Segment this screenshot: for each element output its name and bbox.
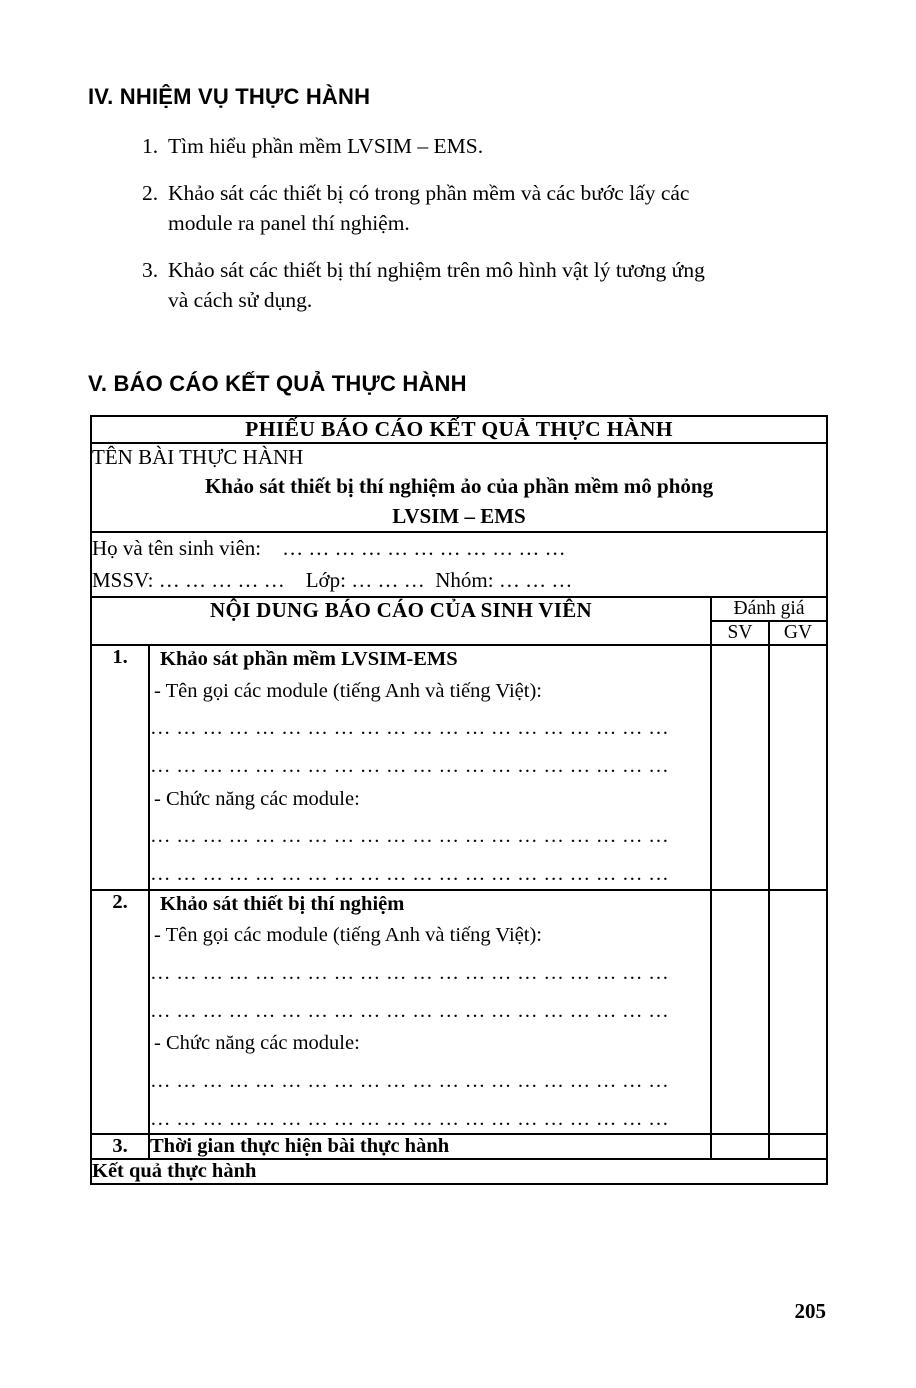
task-item [142, 255, 832, 316]
row-number: 2. [91, 890, 149, 1135]
student-info-cell [91, 532, 827, 597]
row-content-cell [149, 645, 711, 890]
task-line: Khảo sát các thiết bị thí nghiệm trên mô hình vật lý tương ứng [168, 257, 705, 282]
fill-line[interactable]: … … … … … … … … … … … … … … … … … … … … [150, 717, 670, 740]
task-line: Tìm hiểu phần mềm LVSIM – EMS. [168, 134, 484, 158]
row-subitem-module-names: - Tên gọi các module (tiếng Anh và tiếng Việt): [154, 679, 542, 702]
row-eval-sv-cell[interactable] [711, 1134, 769, 1159]
row-eval-sv-cell[interactable] [711, 645, 769, 890]
student-name-field[interactable]: Họ và tên sinh viên: … … … … … … … … … … … [92, 536, 566, 561]
student-id-class-group-field[interactable]: MSSV: … … … … … Lớp: … … … Nhóm: … … … [92, 567, 573, 592]
row-content-cell [149, 890, 711, 1135]
result-label-cell: Kết quả thực hành [91, 1159, 827, 1184]
table-row-result [91, 1159, 827, 1184]
eval-gv-header: GV [769, 621, 827, 645]
task-item [142, 178, 832, 239]
fill-line[interactable]: … … … … … … … … … … … … … … … … … … … … [150, 863, 670, 886]
task-number: 2. [142, 180, 159, 205]
row-eval-gv-cell[interactable] [769, 645, 827, 890]
report-form-table [90, 415, 828, 1185]
row-eval-sv-cell[interactable] [711, 890, 769, 1135]
row-subitem-module-functions: - Chức năng các module: [154, 1032, 360, 1055]
task-line: và cách sử dụng. [168, 288, 313, 313]
row-title: Khảo sát phần mềm LVSIM-EMS [160, 648, 458, 671]
table-row-content-header [91, 597, 827, 621]
section-heading-iv: IV. NHIỆM VỤ THỰC HÀNH [88, 84, 371, 109]
table-row-exercise [91, 443, 827, 532]
table-row [91, 890, 827, 1135]
task-number: 3. [142, 257, 159, 282]
page-number: 205 [794, 1299, 826, 1323]
fill-line[interactable]: … … … … … … … … … … … … … … … … … … … … [150, 999, 670, 1022]
row-subitem-module-names: - Tên gọi các module (tiếng Anh và tiếng Việt): [154, 924, 542, 947]
fill-line[interactable]: … … … … … … … … … … … … … … … … … … … … [150, 825, 670, 848]
fill-line[interactable]: … … … … … … … … … … … … … … … … … … … … [150, 962, 670, 985]
table-row [91, 1134, 827, 1159]
table-row-title [91, 416, 827, 443]
task-line: Khảo sát các thiết bị có trong phần mềm và các bước lấy các [168, 180, 690, 205]
row-eval-gv-cell[interactable] [769, 1134, 827, 1159]
row-title: Thời gian thực hiện bài thực hành [149, 1134, 711, 1159]
task-text [168, 178, 832, 239]
row-number: 1. [91, 645, 149, 890]
exercise-title-line1: Khảo sát thiết bị thí nghiệm ảo của phần mềm mô phỏng [204, 474, 714, 499]
exercise-cell [91, 443, 827, 532]
exercise-title-line2: LVSIM – EMS [392, 504, 526, 529]
table-row [91, 645, 827, 890]
row-subitem-module-functions: - Chức năng các module: [154, 787, 360, 810]
task-item [142, 131, 832, 162]
task-line: module ra panel thí nghiệm. [168, 211, 410, 236]
evaluation-header-cell: Đánh giá [711, 597, 827, 621]
row-title: Khảo sát thiết bị thí nghiệm [160, 892, 405, 915]
exercise-label: TÊN BÀI THỰC HÀNH [92, 445, 304, 469]
task-list [142, 131, 832, 332]
table-row-student-info [91, 532, 827, 597]
fill-line[interactable]: … … … … … … … … … … … … … … … … … … … … [150, 1107, 670, 1130]
row-number: 3. [91, 1134, 149, 1159]
report-title-cell: PHIẾU BÁO CÁO KẾT QUẢ THỰC HÀNH [91, 416, 827, 443]
fill-line[interactable]: … … … … … … … … … … … … … … … … … … … … [150, 1070, 670, 1093]
eval-sv-header: SV [711, 621, 769, 645]
section-heading-v: V. BÁO CÁO KẾT QUẢ THỰC HÀNH [88, 371, 467, 396]
task-number: 1. [142, 134, 159, 158]
content-header-cell: NỘI DUNG BÁO CÁO CỦA SINH VIÊN [91, 597, 711, 645]
task-text [168, 255, 832, 316]
fill-line[interactable]: … … … … … … … … … … … … … … … … … … … … [150, 755, 670, 778]
row-eval-gv-cell[interactable] [769, 890, 827, 1135]
task-text [168, 131, 832, 162]
